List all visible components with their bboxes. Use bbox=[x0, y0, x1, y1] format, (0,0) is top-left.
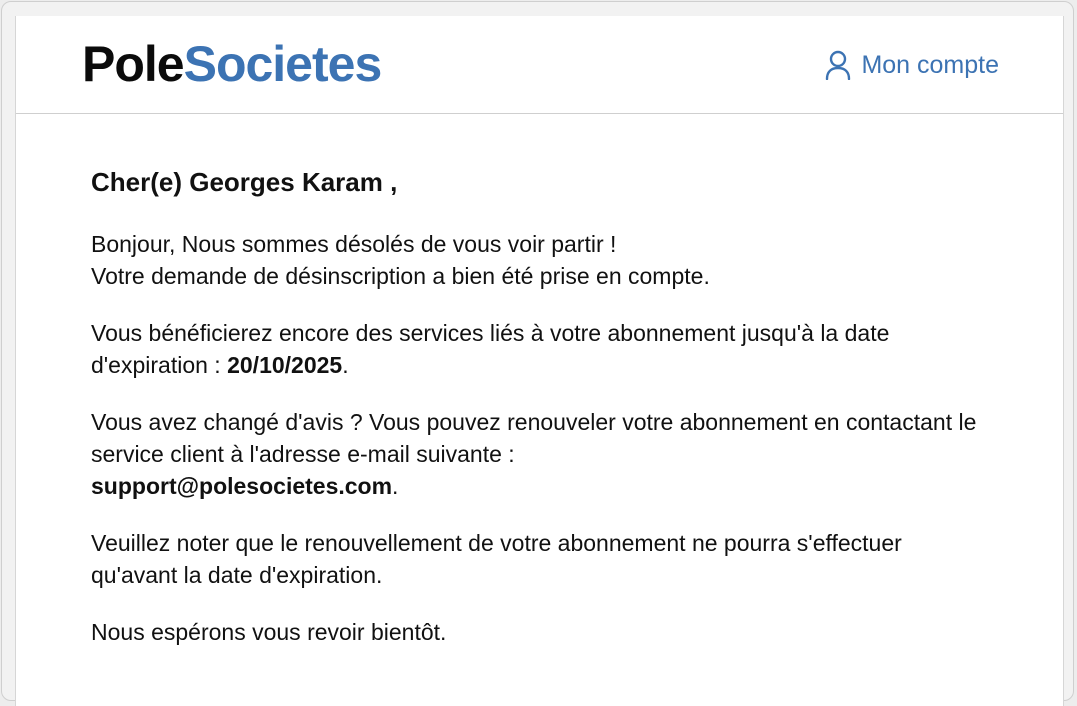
expiration-date: 20/10/2025 bbox=[227, 352, 343, 378]
window-frame bbox=[1, 1, 1074, 701]
paragraph-closing: Nous espérons vous revoir bientôt. bbox=[91, 619, 447, 645]
mon-compte-link[interactable] bbox=[825, 50, 999, 80]
expiration-text: Vous bénéficierez encore des services liés à votre abonnement jusqu'à la date d'expiration : bbox=[91, 320, 890, 378]
paragraph-expiration bbox=[91, 317, 991, 381]
logo-part-societes: Societes bbox=[183, 36, 382, 92]
mon-compte-label: Mon compte bbox=[861, 51, 999, 79]
email-card bbox=[15, 16, 1064, 706]
intro-line-2: Votre demande de désinscription a bien été prise en compte. bbox=[91, 263, 710, 289]
message-body bbox=[91, 164, 991, 673]
support-email[interactable]: support@polesocietes.com bbox=[91, 473, 393, 499]
logo-part-pole: Pole bbox=[82, 36, 184, 92]
renew-end: . bbox=[392, 473, 399, 499]
paragraph-intro bbox=[91, 228, 991, 292]
renew-text: Vous avez changé d'avis ? Vous pouvez renouveler votre abonnement en contactant le service client à l'adresse e-mail suivante : bbox=[91, 409, 977, 467]
logo[interactable] bbox=[82, 36, 381, 92]
expiration-end: . bbox=[342, 352, 349, 378]
paragraph-note: Veuillez noter que le renouvellement de votre abonnement ne pourra s'effectuer qu'avant la date d'expiration. bbox=[91, 530, 902, 588]
user-icon bbox=[825, 50, 851, 80]
intro-line-1: Bonjour, Nous sommes désolés de vous voir partir ! bbox=[91, 231, 617, 257]
header bbox=[16, 16, 1063, 114]
paragraph-renew bbox=[91, 406, 991, 502]
greeting: Cher(e) Georges Karam , bbox=[91, 167, 398, 197]
